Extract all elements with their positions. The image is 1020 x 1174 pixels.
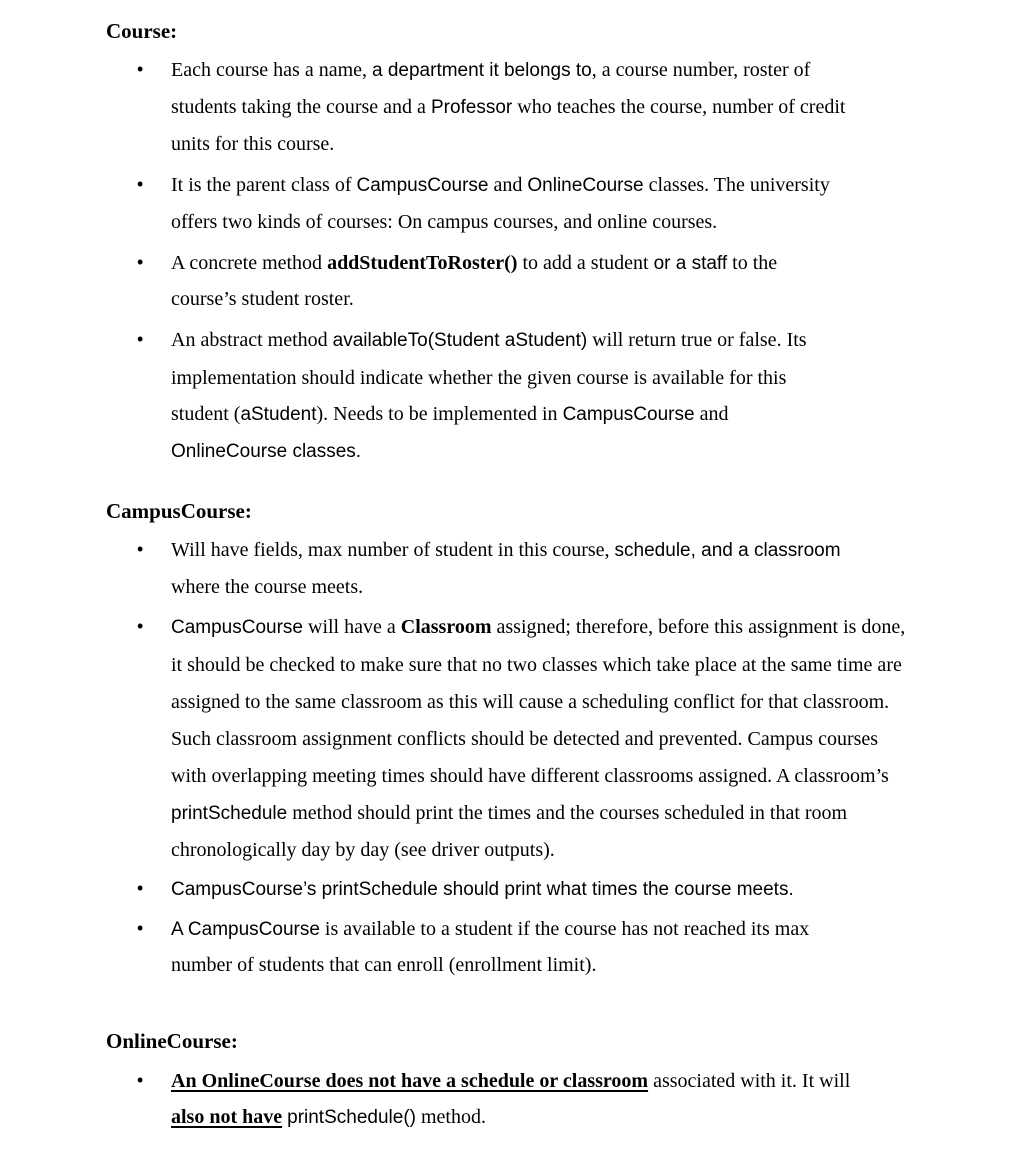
campus-bullet-2-line-5: with overlapping meeting times should have different classrooms assigned. A classroom’s [171,765,889,787]
campus-bullet-1-line-1: Will have fields, max number of student in this course, schedule, and a classroom [171,539,841,561]
course-bullet-2-line-1: It is the parent class of CampusCourse and OnlineCourse classes. The university [171,174,830,196]
bullet-marker [137,538,151,561]
online-bullet-1-line-2: also not have printSchedule() method. [171,1106,486,1128]
campus-bullet-1-line-2: where the course meets. [171,576,364,598]
course-bullet-2-line-2: offers two kinds of courses: On campus courses, and online courses. [171,211,718,233]
course-bullet-4-line-3: student (aStudent). Needs to be implemented in CampusCourse and [171,403,729,425]
bullet-marker [137,1069,151,1092]
campus-bullet-4-line-2: number of students that can enroll (enrollment limit). [171,954,597,976]
course-bullet-4-line-2: implementation should indicate whether the given course is available for this [171,367,787,389]
section-heading-campuscourse: CampusCourse: [106,499,252,523]
course-bullet-1-line-1: Each course has a name, a department it belongs to, a course number, roster of [171,59,811,81]
bullet-marker [137,58,151,81]
campus-bullet-2-line-6: printSchedule method should print the times and the courses scheduled in that room [171,802,848,824]
bullet-marker [137,173,151,196]
course-bullet-3-line-1: A concrete method addStudentToRoster() to add a student or a staff to the [171,252,778,274]
campus-bullet-2-line-3: assigned to the same classroom as this will cause a scheduling conflict for that classroom. [171,691,890,713]
campus-bullet-4-line-1: A CampusCourse is available to a student if the course has not reached its max [171,918,810,940]
bullet-marker [137,877,151,900]
bullet-marker [137,917,151,940]
bullet-marker [137,615,151,638]
section-heading-onlinecourse: OnlineCourse: [106,1029,238,1053]
course-bullet-4-line-1: An abstract method availableTo(Student aStudent) will return true or false. Its [171,329,807,351]
campus-bullet-3-line-1: CampusCourse’s printSchedule should print what times the course meets. [171,879,794,900]
course-bullet-3-line-2: course’s student roster. [171,288,354,310]
campus-bullet-2-line-1: CampusCourse will have a Classroom assigned; therefore, before this assignment is done, [171,616,906,638]
bullet-marker [137,251,151,274]
campus-bullet-2-line-7: chronologically day by day (see driver outputs). [171,839,555,861]
course-bullet-1-line-2: students taking the course and a Professor who teaches the course, number of credit [171,96,846,118]
course-bullet-1-line-3: units for this course. [171,133,335,155]
online-bullet-1-line-1: An OnlineCourse does not have a schedule or classroom associated with it. It will [171,1070,851,1092]
course-bullet-4-line-4: OnlineCourse classes. [171,441,362,462]
section-heading-course: Course: [106,19,178,43]
campus-bullet-2-line-2: it should be checked to make sure that no two classes which take place at the same time are [171,654,902,676]
bullet-marker [137,328,151,351]
campus-bullet-2-line-4: Such classroom assignment conflicts should be detected and prevented. Campus courses [171,728,879,750]
